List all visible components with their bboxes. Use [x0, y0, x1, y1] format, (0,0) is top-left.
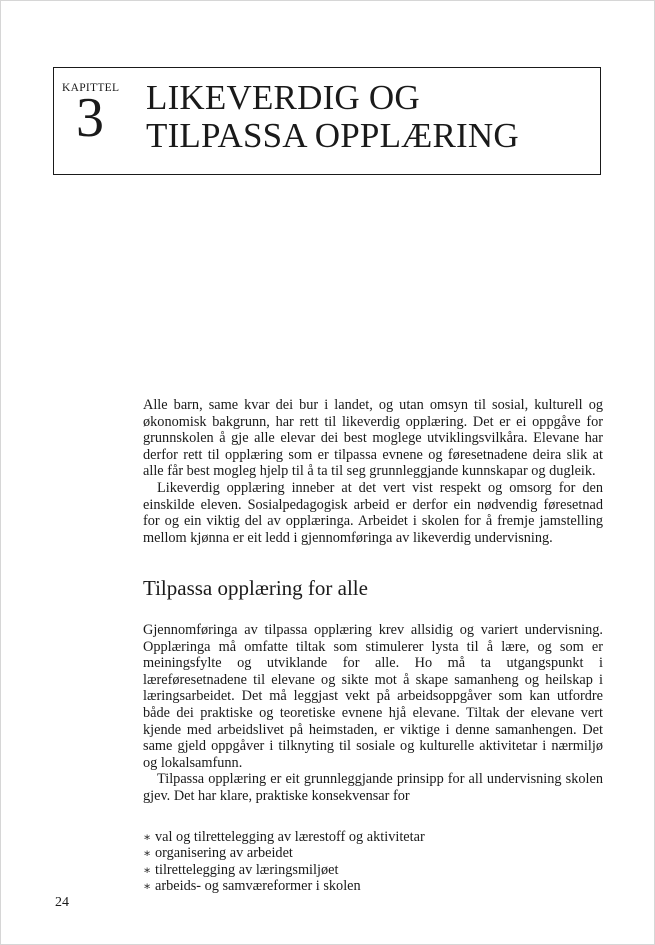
list-item-text: tilrettelegging av læringsmiljøet [155, 861, 339, 878]
section-paragraph: Tilpassa opplæring er eit grunnleggjande prinsipp for all undervisning skolen gjev. Det har klare, praktiske konsekvensar for [143, 771, 603, 804]
list-item-text: organisering av arbeidet [155, 845, 293, 862]
chapter-label: KAPITTEL [62, 82, 120, 94]
asterisk-bullet-icon: ∗ [143, 829, 152, 844]
page-number: 24 [55, 895, 69, 910]
chapter-number: 3 [76, 87, 104, 149]
intro-section [143, 397, 603, 546]
chapter-title-line: TILPASSA OPPLÆRING [146, 116, 519, 155]
chapter-title [146, 79, 519, 155]
section-heading: Tilpassa opplæring for alle [143, 576, 368, 600]
asterisk-bullet-icon: ∗ [143, 879, 152, 894]
intro-paragraph: Likeverdig opplæring inneber at det vert vist respekt og omsorg for den einskilde eleven. Sosialpedagogisk arbeid er derfor ein nødvendig føresetnad for og ein viktig del av opplæringa. Arbeidet i skolen for å fremje jamstelling mellom kjønna er eit ledd i gjennomføringa av likeverdig undervisning. [143, 479, 603, 546]
list-item-text: val og tilrettelegging av lærestoff og aktivitetar [155, 828, 425, 845]
list-item-text: arbeids- og samværeformer i skolen [155, 878, 361, 895]
chapter-title-line: LIKEVERDIG OG [146, 78, 420, 117]
consequence-list [143, 829, 603, 895]
list-item [143, 829, 603, 846]
intro-paragraph: Alle barn, same kvar dei bur i landet, og utan omsyn til sosial, kulturell og økonomisk bakgrunn, har rett til likeverdig opplæring. Det er ei oppgåve for grunnskolen å gje alle elevar dei best moglege utviklingsvilkåra. Elevane har derfor rett til opplæring som er tilpassa evnene og føresetnadene deira slik at alle får best mogleg hjelp til å ta til seg grunnleggjande kunnskapar og dugleik. [143, 397, 603, 480]
list-item [143, 878, 603, 895]
section-paragraph: Gjennomføringa av tilpassa opplæring krev allsidig og variert undervisning. Opplæringa må omfatte tiltak som stimulerer lysta til å lære, og som er meiningsfylte og utviklande for alle. Ho må ta utgangspunkt i læreføresetnadene til elevane og sikte mot å skape samanheng og heilskap i læringsarbeidet. Det må leggjast vekt på arbeidsoppgåver som kan utfordre både dei praktiske og teoretiske evnene hjå elevane. Tiltak der elevane vert kjende med arbeidslivet på heimstaden, er viktige i denne samanhengen. Det same gjeld oppgåver i tilknyting til sosiale og kulturelle aktivitetar i nærmiljø og lokalsamfunn. [143, 622, 603, 771]
asterisk-bullet-icon: ∗ [143, 862, 152, 877]
list-item [143, 862, 603, 879]
asterisk-bullet-icon: ∗ [143, 846, 152, 861]
chapter-header-box [53, 67, 601, 175]
adapted-education-section [143, 576, 603, 895]
list-item [143, 845, 603, 862]
